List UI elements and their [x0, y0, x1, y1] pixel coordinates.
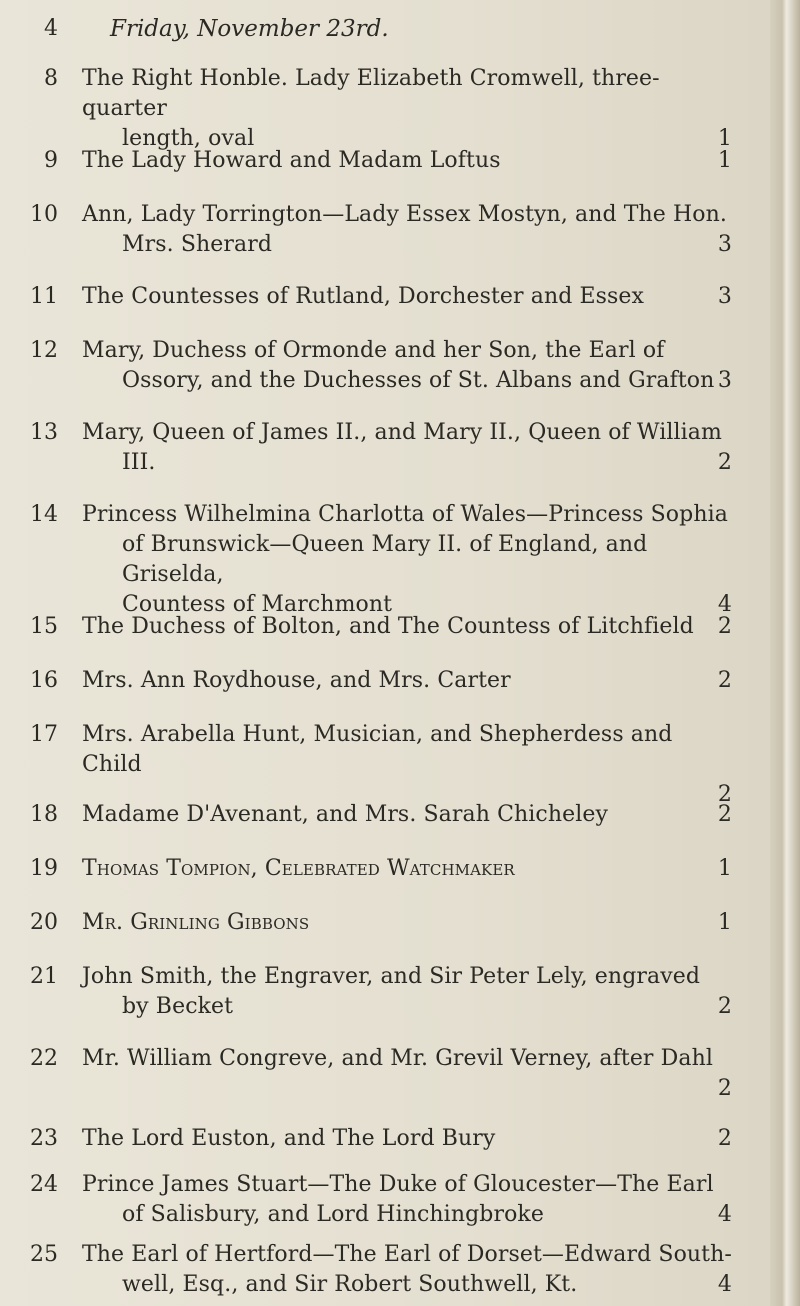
- lot-number: 15: [30, 614, 58, 639]
- lot-line: Mrs. Arabella Hunt, Musician, and Shepherdess and Child: [82, 722, 673, 777]
- lot-quantity: 4: [717, 592, 732, 617]
- lot-line: [82, 666, 732, 696]
- lot-quantity: 2: [717, 802, 732, 827]
- lot-line: [82, 282, 732, 312]
- lot-quantity: 1: [717, 856, 732, 881]
- page-number: 4: [44, 16, 58, 41]
- lot-description: [82, 1170, 732, 1230]
- lot-description: [82, 720, 732, 810]
- lot-line-text: The Duchess of Bolton, and The Countess of Litchfield: [82, 614, 694, 639]
- lot-line-text: Madame D'Avenant, and Mrs. Sarah Chicheley: [82, 802, 609, 827]
- lot-line: [82, 1124, 732, 1154]
- lot-number: 17: [30, 722, 58, 747]
- lot-number: 25: [30, 1242, 58, 1267]
- lot-line: Ann, Lady Torrington—Lady Essex Mostyn, and The Hon.: [82, 202, 728, 227]
- lot-quantity: 4: [717, 1202, 732, 1227]
- lot-number: 13: [30, 420, 58, 445]
- lot-line: Mary, Duchess of Ormonde and her Son, the Earl of: [82, 338, 665, 363]
- lot-line: of Brunswick—Queen Mary II. of England, and Griselda,: [122, 532, 648, 587]
- lot-description: [82, 800, 732, 830]
- lot-line-text: The Lady Howard and Madam Loftus: [82, 148, 501, 173]
- lot-line: [82, 854, 732, 884]
- lot-line: [82, 800, 732, 830]
- lot-quantity: 2: [717, 668, 732, 693]
- lot-line: [82, 612, 732, 642]
- lot-number: 10: [30, 202, 58, 227]
- lot-description: [82, 64, 732, 154]
- lot-line: Mr. William Congreve, and Mr. Grevil Verney, after Dahl: [82, 1046, 714, 1071]
- lot-line: [82, 908, 732, 938]
- lot-line: The Earl of Hertford—The Earl of Dorset—Edward South-: [82, 1242, 732, 1267]
- lot-line: [82, 448, 732, 478]
- lot-quantity: 3: [717, 368, 732, 393]
- lot-quantity: 2: [717, 614, 732, 639]
- lot-quantity: 2: [717, 1126, 732, 1151]
- lot-line-text: Countess of Marchmont: [122, 592, 393, 617]
- lot-quantity: 3: [717, 232, 732, 257]
- lot-description: [82, 612, 732, 642]
- lot-quantity: 1: [717, 910, 732, 935]
- lot-line-text: well, Esq., and Sir Robert Southwell, Kt.: [122, 1272, 578, 1297]
- lot-number: 24: [30, 1172, 58, 1197]
- lot-number: 9: [44, 148, 58, 173]
- lot-number: 8: [44, 66, 58, 91]
- lot-quantity: 2: [717, 994, 732, 1019]
- lot-description: [82, 962, 732, 1022]
- lot-line-text: Mrs. Sherard: [122, 232, 273, 257]
- lot-line-text: The Countesses of Rutland, Dorchester and Essex: [82, 284, 645, 309]
- lot-line-text: by Becket: [122, 994, 234, 1019]
- lot-line-text: of Salisbury, and Lord Hinchingbroke: [122, 1202, 544, 1227]
- lot-number: 12: [30, 338, 58, 363]
- lot-description: [82, 200, 732, 260]
- lot-quantity: 2: [717, 782, 732, 807]
- page-edge: [770, 0, 800, 1306]
- lot-description: [82, 1044, 732, 1104]
- lot-description: [82, 908, 732, 938]
- lot-number: 19: [30, 856, 58, 881]
- lot-description: [82, 666, 732, 696]
- lot-line-text: III.: [122, 450, 156, 475]
- lot-description: [82, 1240, 732, 1300]
- lot-number: 11: [30, 284, 58, 309]
- lot-description: [82, 500, 732, 620]
- lot-quantity: 2: [717, 450, 732, 475]
- lot-line-text: Mrs. Ann Roydhouse, and Mrs. Carter: [82, 668, 511, 693]
- lot-description: [82, 146, 732, 176]
- lot-number: 18: [30, 802, 58, 827]
- lot-line: [82, 366, 732, 396]
- lot-line: [82, 1200, 732, 1230]
- lot-quantity: 3: [717, 284, 732, 309]
- lot-number: 16: [30, 668, 58, 693]
- lot-description: [82, 854, 732, 884]
- lot-line-text: Thomas Tompion, Celebrated Watchmaker: [82, 856, 515, 881]
- lot-line: [82, 230, 732, 260]
- lot-number: 21: [30, 964, 58, 989]
- lot-quantity: 1: [717, 148, 732, 173]
- lot-line: Prince James Stuart—The Duke of Gloucester—The Earl: [82, 1172, 714, 1197]
- lot-quantity: 1: [717, 126, 732, 151]
- lot-line: John Smith, the Engraver, and Sir Peter Lely, engraved: [82, 964, 701, 989]
- lot-number: 23: [30, 1126, 58, 1151]
- lot-line-text: length, oval: [122, 126, 255, 151]
- lot-quantity: 4: [717, 1272, 732, 1297]
- lot-description: [82, 1124, 732, 1154]
- lot-description: [82, 282, 732, 312]
- lot-line: [82, 1270, 732, 1300]
- lot-line: The Right Honble. Lady Elizabeth Cromwell, three-quarter: [82, 66, 660, 121]
- lot-line: [82, 992, 732, 1022]
- lot-number: 22: [30, 1046, 58, 1071]
- lot-line-text: Ossory, and the Duchesses of St. Albans and Grafton: [122, 368, 715, 393]
- lot-number: 20: [30, 910, 58, 935]
- lot-line: [82, 146, 732, 176]
- lot-description: [82, 336, 732, 396]
- lot-quantity: 2: [717, 1076, 732, 1101]
- lot-line-text: The Lord Euston, and The Lord Bury: [82, 1126, 496, 1151]
- lot-line: Mary, Queen of James II., and Mary II., Queen of William: [82, 420, 722, 445]
- lot-line-text: Mr. Grinling Gibbons: [82, 910, 310, 935]
- sale-date-heading: Friday, November 23rd.: [110, 16, 389, 42]
- lot-line: Princess Wilhelmina Charlotta of Wales—Princess Sophia: [82, 502, 728, 527]
- lot-description: [82, 418, 732, 478]
- lot-number: 14: [30, 502, 58, 527]
